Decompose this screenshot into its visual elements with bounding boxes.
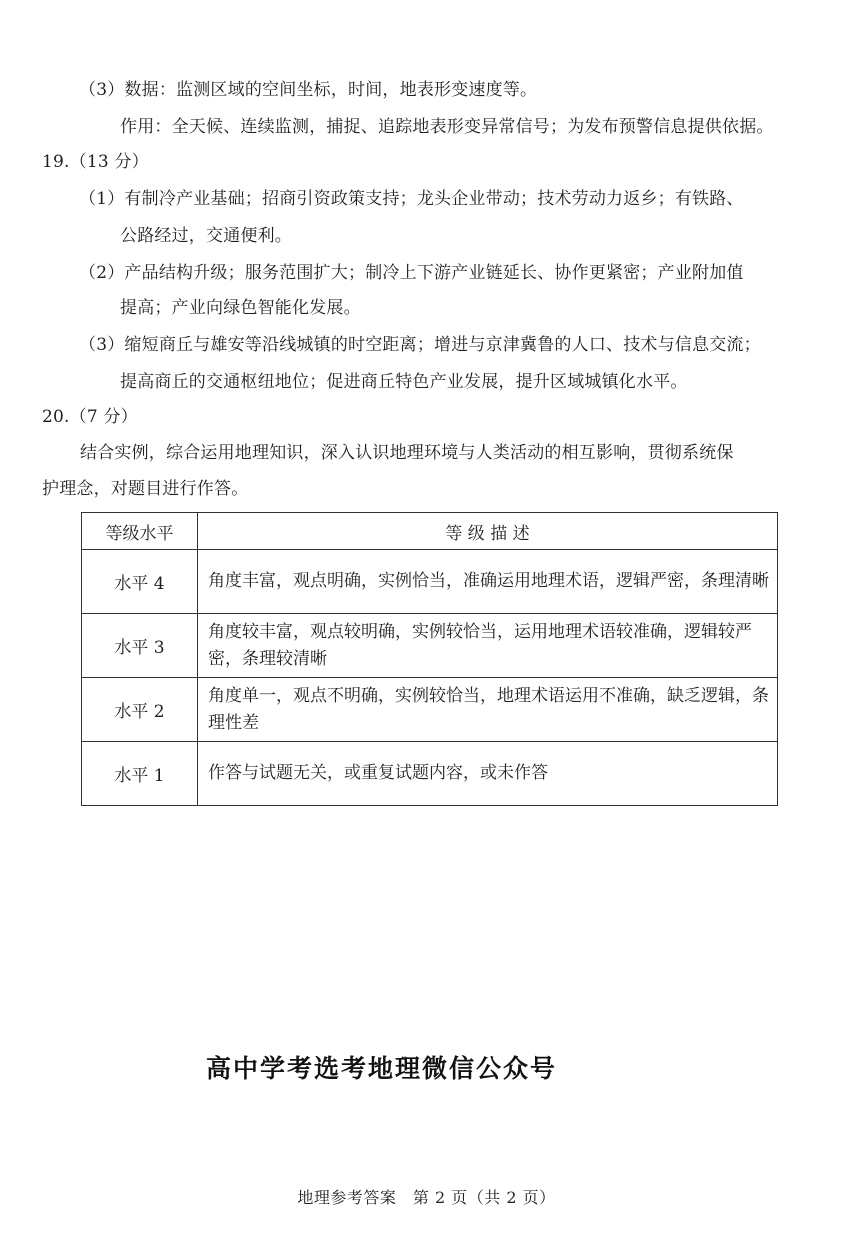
q18-part3-function: 作用：全天候、连续监测，捕捉、追踪地表形变异常信号；为发布预警信息提供依据。 (120, 117, 774, 137)
table-row (82, 678, 778, 742)
q19-heading: 19.（13 分） (42, 152, 149, 172)
level-cell: 水平 3 (82, 614, 198, 678)
q19-part1-line1: （1）有制冷产业基础；招商引资政策支持；龙头企业带动；技术劳动力返乡；有铁路、 (79, 189, 744, 209)
table-row (82, 742, 778, 806)
q19-part2-line2: 提高；产业向绿色智能化发展。 (120, 298, 361, 318)
table-row (82, 550, 778, 614)
header-description: 等 级 描 述 (198, 513, 778, 550)
level-cell: 水平 2 (82, 678, 198, 742)
watermark-text: 高中学考选考地理微信公众号 (206, 1054, 558, 1083)
table-row (82, 614, 778, 678)
description-cell: 作答与试题无关，或重复试题内容，或未作答 (198, 742, 778, 806)
description-cell: 角度单一，观点不明确，实例较恰当，地理术语运用不准确，缺乏逻辑，条理性差 (198, 678, 778, 742)
level-cell: 水平 1 (82, 742, 198, 806)
q20-intro-line2: 护理念，对题目进行作答。 (42, 479, 249, 499)
page-footer: 地理参考答案 第 2 页（共 2 页） (297, 1188, 556, 1207)
description-cell: 角度丰富，观点明确，实例恰当，准确运用地理术语，逻辑严密，条理清晰 (198, 550, 778, 614)
q19-part2-line1: （2）产品结构升级；服务范围扩大；制冷上下游产业链延长、协作更紧密；产业附加值 (79, 263, 744, 283)
q20-intro-line1: 结合实例，综合运用地理知识，深入认识地理环境与人类活动的相互影响，贯彻系统保 (80, 443, 734, 463)
level-cell: 水平 4 (82, 550, 198, 614)
q19-part1-line2: 公路经过，交通便利。 (120, 226, 292, 246)
header-level: 等级水平 (82, 513, 198, 550)
grading-table (81, 512, 778, 806)
description-cell: 角度较丰富，观点较明确，实例较恰当，运用地理术语较准确，逻辑较严密，条理较清晰 (198, 614, 778, 678)
q18-part3-data: （3）数据：监测区域的空间坐标，时间，地表形变速度等。 (79, 80, 538, 100)
q19-part3-line2: 提高商丘的交通枢纽地位；促进商丘特色产业发展，提升区域城镇化水平。 (120, 372, 688, 392)
q19-part3-line1: （3）缩短商丘与雄安等沿线城镇的时空距离；增进与京津冀鲁的人口、技术与信息交流； (79, 335, 761, 355)
q20-heading: 20.（7 分） (42, 407, 138, 427)
table-header-row (82, 513, 778, 550)
